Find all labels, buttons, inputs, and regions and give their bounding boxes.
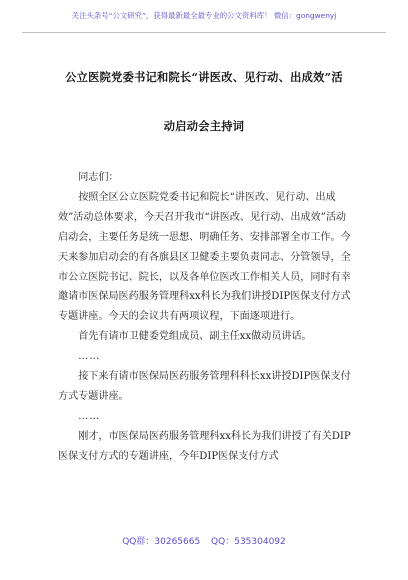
footer-contacts: QQ群：30265665 QQ：535304092 bbox=[122, 537, 286, 547]
document-title-line2: 动启动会主持词 bbox=[163, 119, 245, 133]
body-paragraph: 按照全区公立医院党委书记和院长“讲医改、见行动、出成效”活动总体要求，今天召开我市“讲医改、见行动、出成效”活动启动会，主要任务是统一思想、明确任务、安排部署全市工作。今天来参加启动会的有各旗县区卫健委主要负责同志、分管领导，全市公立医院书记、院长，以及各单位医改工作相关人员，同时有幸邀请市医保局医药服务管理科xx科长为我们讲授DIP医保支付方式专题讲座。今天的会议共有两项议程，下面逐项进行。 bbox=[58, 191, 351, 323]
header-promo-text: 关注头条号“公文研究”，获得最新最全最专业的公文资料库！ 微信：gongwenyj bbox=[71, 11, 337, 20]
document-title-line1: 公立医院党委书记和院长“讲医改、见行动、出成效”活 bbox=[65, 70, 343, 84]
body-paragraph: 接下来有请市医保局医药服务管理科科长xx讲授DIP医保支付方式专题讲座。 bbox=[58, 371, 351, 402]
ellipsis: …… bbox=[78, 351, 101, 363]
body-paragraph: 刚才，市医保局医药服务管理科xx科长为我们讲授了有关DIP医保支付方式的专题讲座，今年DIP医保支付方式 bbox=[58, 430, 351, 462]
header-divider bbox=[22, 32, 386, 33]
body-paragraph: 首先有请市卫健委党组成员、副主任xx做动员讲话。 bbox=[78, 331, 312, 343]
salutation: 同志们： bbox=[78, 172, 119, 183]
ellipsis: …… bbox=[78, 410, 101, 422]
document-body bbox=[58, 168, 356, 467]
